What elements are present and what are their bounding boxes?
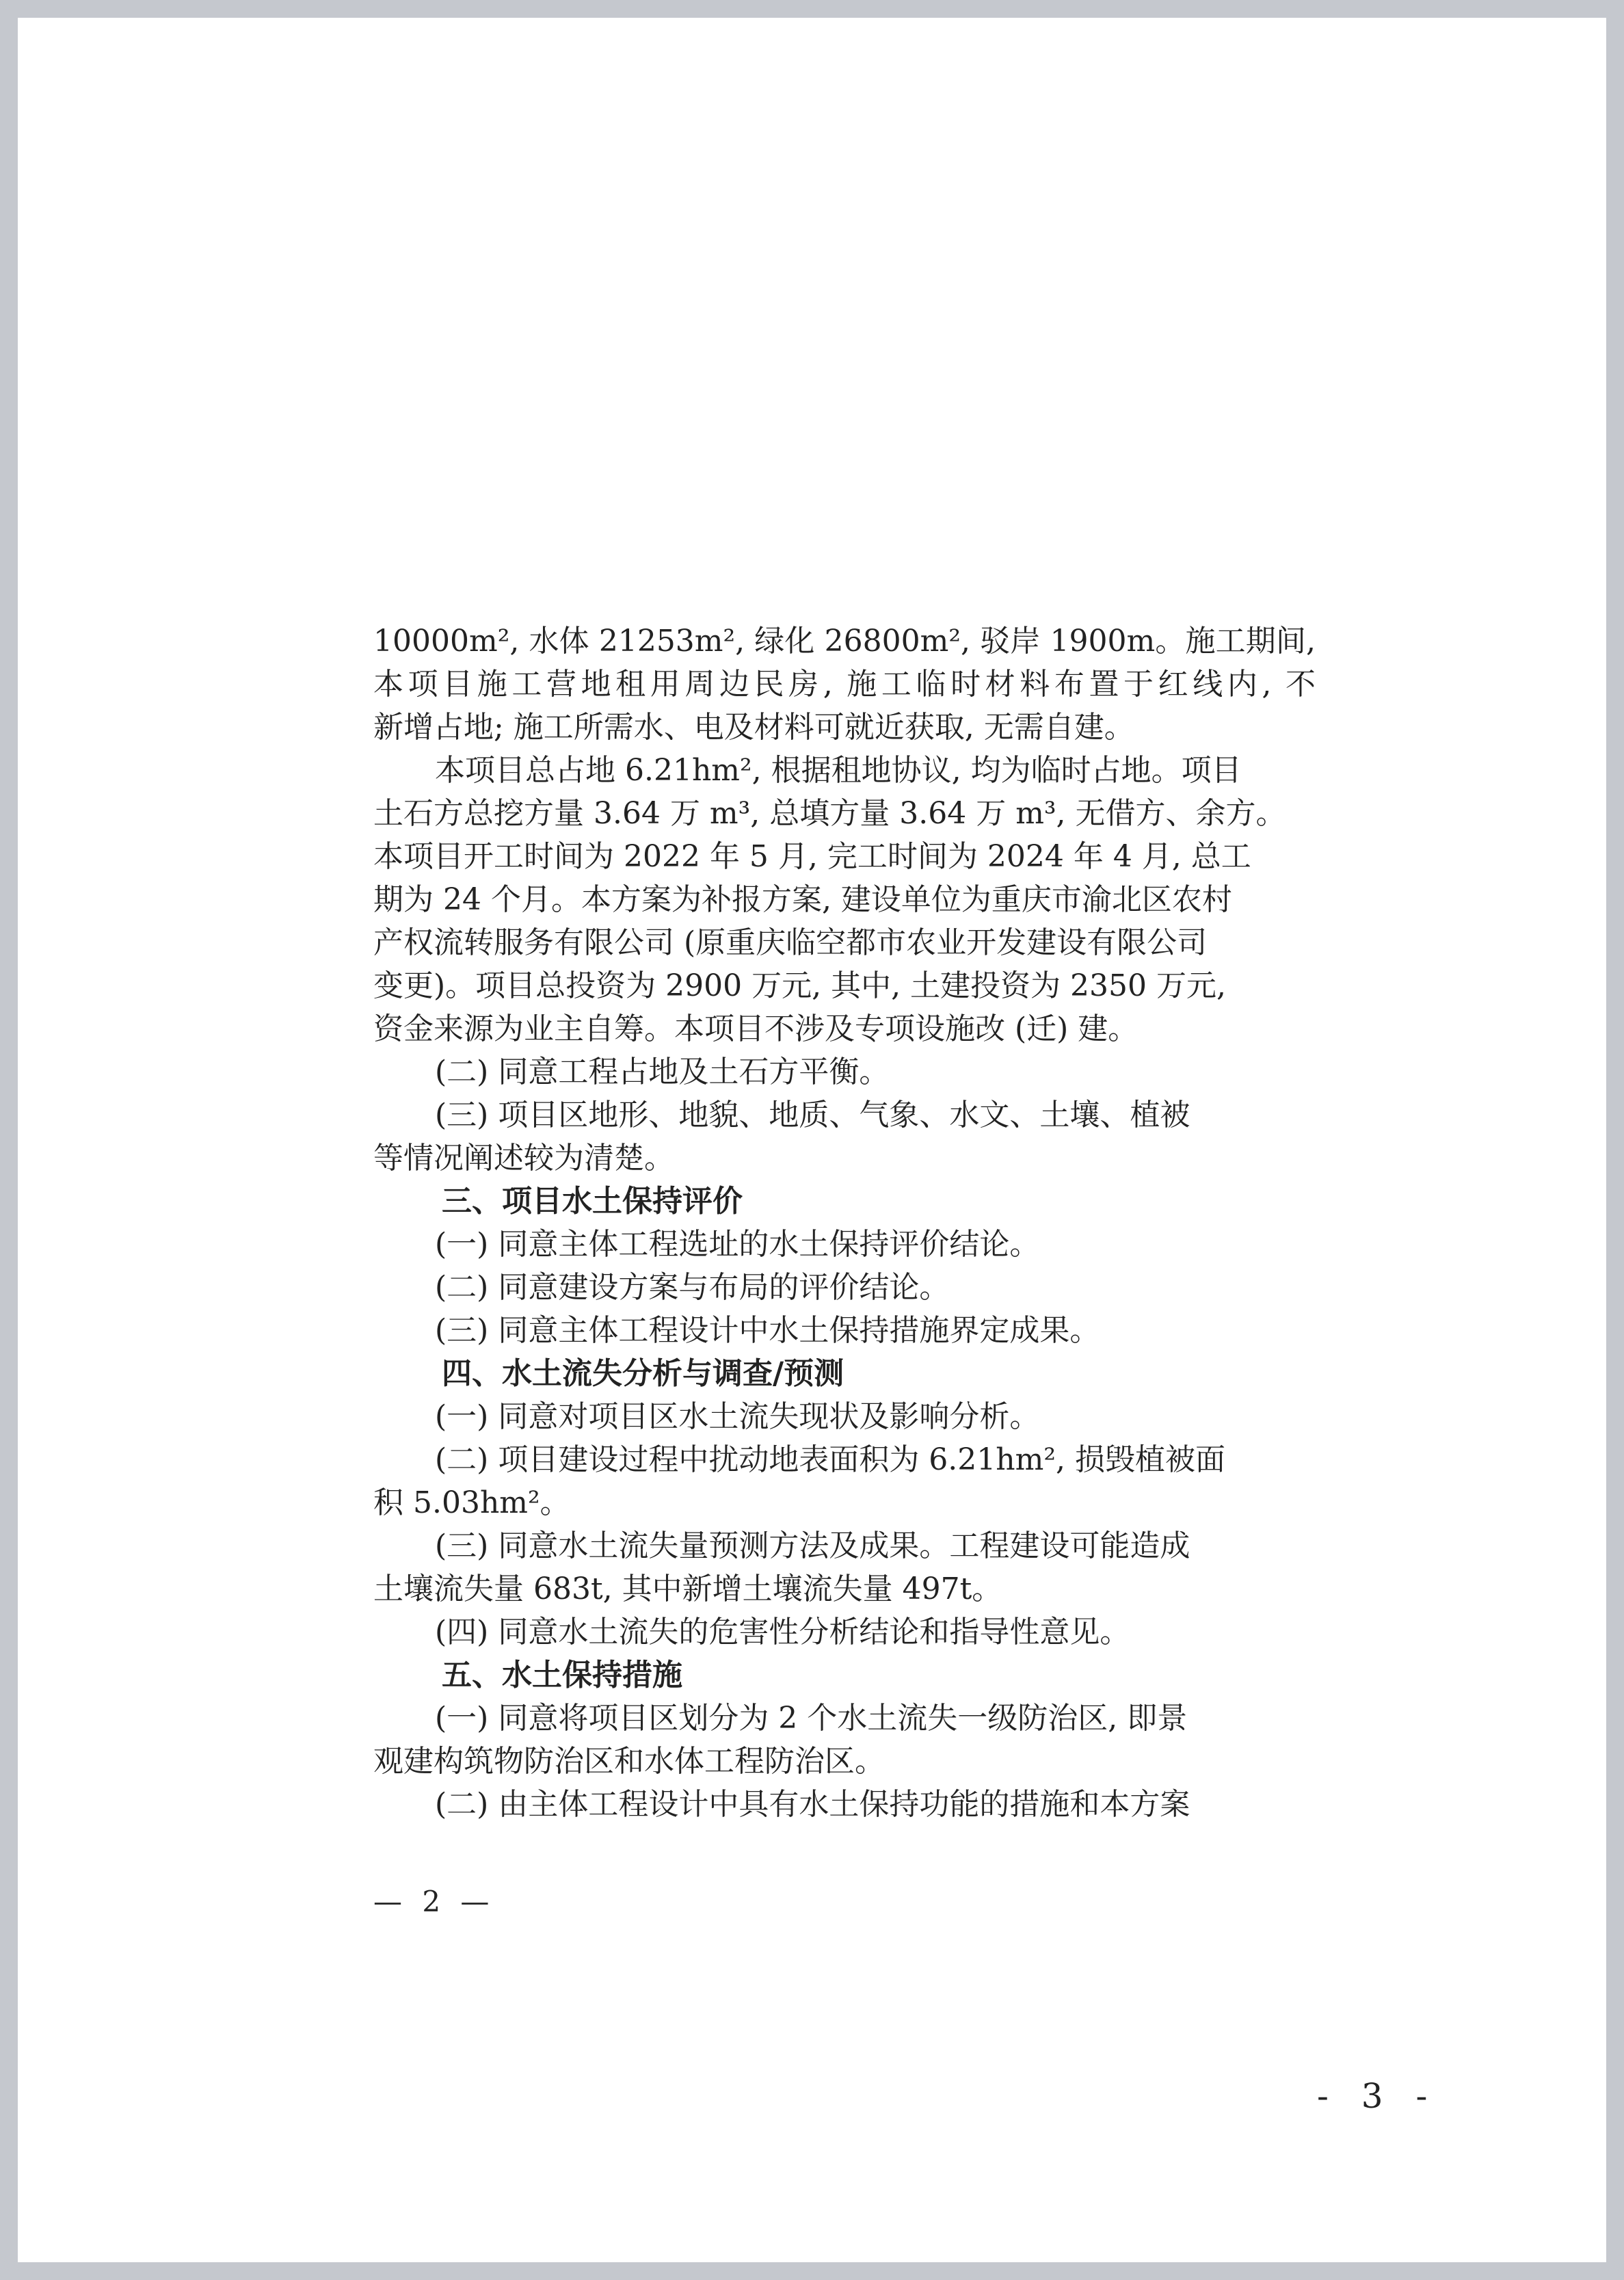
text-line: 10000m², 水体 21253m², 绿化 26800m², 驳岸 1900m。施工期间, <box>373 624 1316 659</box>
section-heading: 五、水土保持措施 <box>442 1658 682 1693</box>
text-line: 本项目施工营地租用周边民房, 施工临时材料布置于红线内, 不 <box>373 667 1316 702</box>
text-line: 变更)。项目总投资为 2900 万元, 其中, 土建投资为 2350 万元, <box>373 968 1226 1003</box>
text-line: 产权流转服务有限公司 (原重庆临空都市农业开发建设有限公司 <box>373 925 1208 960</box>
text-line: 新增占地; 施工所需水、电及材料可就近获取, 无需自建。 <box>373 710 1134 745</box>
text-line: (三) 项目区地形、地貌、地质、气象、水文、土壤、植被 <box>435 1098 1190 1132</box>
text-line: 等情况阐述较为清楚。 <box>373 1141 674 1176</box>
text-line: 本项目开工时间为 2022 年 5 月, 完工时间为 2024 年 4 月, 总工 <box>373 839 1251 874</box>
text-line: (三) 同意水土流失量预测方法及成果。工程建设可能造成 <box>435 1528 1190 1563</box>
text-line: 本项目总占地 6.21hm², 根据租地协议, 均为临时占地。项目 <box>435 753 1242 788</box>
text-line: (一) 同意主体工程选址的水土保持评价结论。 <box>435 1227 1040 1262</box>
text-line: 期为 24 个月。本方案为补报方案, 建设单位为重庆市渝北区农村 <box>373 882 1232 917</box>
page-number-outer: - 3 - <box>1317 2076 1439 2116</box>
text-line: (二) 项目建设过程中扰动地表面积为 6.21hm², 损毁植被面 <box>435 1442 1225 1477</box>
text-line: 土石方总挖方量 3.64 万 m³, 总填方量 3.64 万 m³, 无借方、余方。 <box>373 796 1286 831</box>
text-line: 观建构筑物防治区和水体工程防治区。 <box>373 1744 885 1779</box>
page-number-inner: — 2 — <box>373 1885 495 1918</box>
document-page <box>18 18 1606 2262</box>
text-line: 土壤流失量 683t, 其中新增土壤流失量 497t。 <box>373 1572 1002 1606</box>
text-line: (二) 同意建设方案与布局的评价结论。 <box>435 1270 950 1305</box>
text-line: (二) 由主体工程设计中具有水土保持功能的措施和本方案 <box>435 1787 1190 1822</box>
text-line: (一) 同意将项目区划分为 2 个水土流失一级防治区, 即景 <box>435 1701 1188 1736</box>
section-heading: 四、水土流失分析与调查/预测 <box>442 1356 844 1391</box>
text-line: (四) 同意水土流失的危害性分析结论和指导性意见。 <box>435 1615 1130 1649</box>
text-line: 积 5.03hm²。 <box>373 1485 570 1520</box>
text-line: 资金来源为业主自筹。本项目不涉及专项设施改 (迁) 建。 <box>373 1011 1139 1046</box>
body-text <box>373 620 1316 1826</box>
text-line: (二) 同意工程占地及土石方平衡。 <box>435 1055 890 1089</box>
section-heading: 三、项目水土保持评价 <box>442 1184 743 1219</box>
text-line: (一) 同意对项目区水土流失现状及影响分析。 <box>435 1399 1040 1434</box>
text-line: (三) 同意主体工程设计中水土保持措施界定成果。 <box>435 1313 1100 1348</box>
